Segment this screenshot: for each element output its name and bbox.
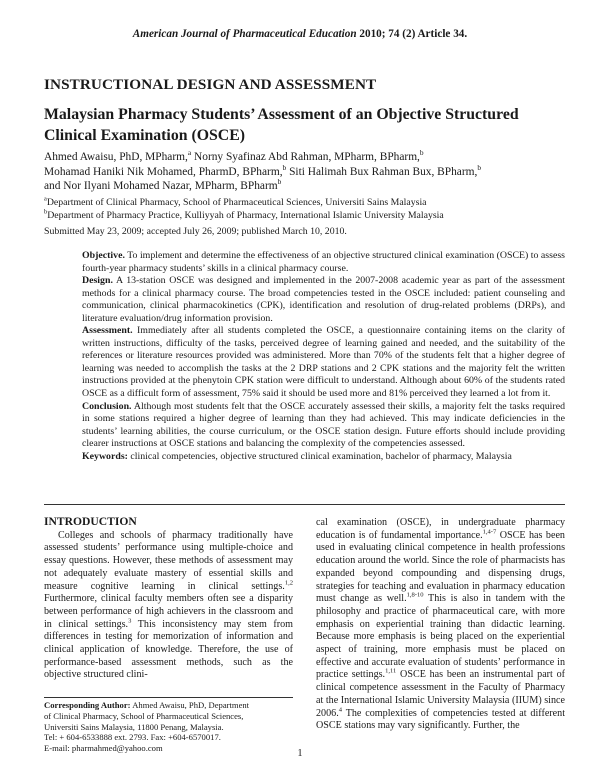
abstract xyxy=(82,250,565,463)
author-line: Ahmed Awaisu, PhD, MPharm,$^a$ Norny Syafinaz Abd Rahman, MPharm, BPharm,$^b$ xyxy=(44,148,424,163)
page-number: 1 xyxy=(297,748,303,759)
journal-name: American Journal of Pharmaceutical Education xyxy=(132,28,357,40)
abstract-divider xyxy=(44,504,565,505)
author-line: and Nor Ilyani Mohamed Nazar, MPharm, BPharm$^b$ xyxy=(44,177,282,193)
abstract-keywords: Keywords: clinical competencies, objective structured clinical examination, bachelor of pharmacy, Malaysia xyxy=(82,450,512,462)
affiliation-a: $^a$Department of Clinical Pharmacy, School of Pharmaceutical Sciences, Universiti Sains Malaysia xyxy=(44,195,427,208)
introduction-heading: INTRODUCTION xyxy=(44,515,137,528)
abstract-objective: Objective. To implement and determine the effectiveness of an objective structured clinical examination (OSCE) to assess fourth-year pharmacy students’ skills in a clinical pharmacy course. xyxy=(82,250,565,274)
journal-citation: 2010; 74 (2) Article 34. xyxy=(359,28,468,40)
author-line: Mohamad Haniki Nik Mohamed, PharmD, BPharm,$^b$ Siti Halimah Bux Rahman Bux, BPharm,$^b$ xyxy=(44,162,482,178)
left-column xyxy=(44,516,293,682)
section-heading: INSTRUCTIONAL DESIGN AND ASSESSMENT xyxy=(44,76,377,93)
intro-paragraph: Colleges and schools of pharmacy traditionally have assessed students’ performance using multiple-choice and essay questions. However, these methods of assessment may not adequately evaluate mastery of essential skills and measure cognitive learning in clinical settings.$^{1,2}$ Furthermore, clinical faculty members often see a disparity between performance of high achievers in the classroom and in clinical settings.$^3$ This inconsistency may stem from differences in testing for memorization of information and clinical application of knowledge. Therefore, the use of performance-based assessment methods, such as the objective structured clini- xyxy=(44,529,293,681)
corresponding-author: Corresponding Author: Ahmed Awaisu, PhD, Department of Clinical Pharmacy, School of Pharmaceutical Sciences, Universiti Sains Malaysia, 11800 Penang, Malaysia. Tel: + 604-6533888 ext. 2793. Fax: +604-6570017. E-mail: pharmahmed@yahoo.com xyxy=(44,697,293,754)
author-list xyxy=(44,150,564,194)
abstract-design: Design. A 13-station OSCE was designed and implemented in the 2007-2008 academic year as part of the assessment methods for a clinical pharmacy course. The broad competencies tested in the OSCE included: patient counseling and communication, clinical pharmacokinetics (CPK), identification and resolution of drug-related problems (DRPs), and literature evaluation/drug information provision. xyxy=(82,275,565,324)
submission-dates: Submitted May 23, 2009; accepted July 26, 2009; published March 10, 2010. xyxy=(44,226,347,237)
abstract-conclusion: Conclusion. Although most students felt that the OSCE accurately assessed their skills, a majority felt the tasks required in some stations required a higher degree of learning than they had achieved. This may indicate deficiencies in the students’ learning abilities, the course curriculum, or the OSCE station design. Future efforts should include providing clearer instructions at OSCE stations and balancing the complexity of the competencies assessed. xyxy=(82,400,565,450)
article-title: Malaysian Pharmacy Students’ Assessment of an Objective Structured Clinical Examination (OSCE) xyxy=(44,106,519,144)
affiliations xyxy=(44,197,564,222)
affiliation-b: $^b$Department of Pharmacy Practice, Kulliyyah of Pharmacy, International Islamic University Malaysia xyxy=(44,208,444,221)
right-column xyxy=(316,517,565,733)
intro-paragraph-continued: cal examination (OSCE), in undergraduate pharmacy education is of fundamental importance.$^{1,4-7}$ OSCE has been used in evaluating clinical competence in health professions education around the world. Since the role of pharmacists has expanded beyond compounding and dispensing drugs, strategies for teaching and evaluation in pharmacy education must change as well.$^{1,8-10}$ This is also in tandem with the philosophy and practice of pharmaceutical care, with more emphasis on experiential training than didactic learning. Because more emphasis is being placed on the experiential aspect of training, more emphasis must be placed on effective and accurate evaluation of students’ performance in practice settings.$^{1,11}$ OSCE has been an instrumental part of clinical competence assessment in the Faculty of Pharmacy at the International Islamic University Malaysia (IIUM) since 2006.$^4$ The complexities of competencies tested at different OSCE stations may vary significantly. Further, the xyxy=(316,517,566,732)
author-email: E-mail: pharmahmed@yahoo.com xyxy=(44,743,163,754)
abstract-assessment: Assessment. Immediately after all students completed the OSCE, a questionnaire containing items on the clarity of written instructions, difficulty of the tasks, perceived degree of learning gained and needed, and the suitability of the references or literature resources provided was administered. More than 70% of the students felt that a higher degree of learning was needed to accomplish the tasks at the 2 DRP stations and 2 CPK stations and the majority felt the written instructions provided at the phenytoin CPK station were difficult to understand. Although about 60% of the students rated OSCE as a difficult form of assessment, 75% said it should be used more and 81% perceived they learned a lot from it. xyxy=(82,325,565,400)
running-header xyxy=(0,28,600,40)
